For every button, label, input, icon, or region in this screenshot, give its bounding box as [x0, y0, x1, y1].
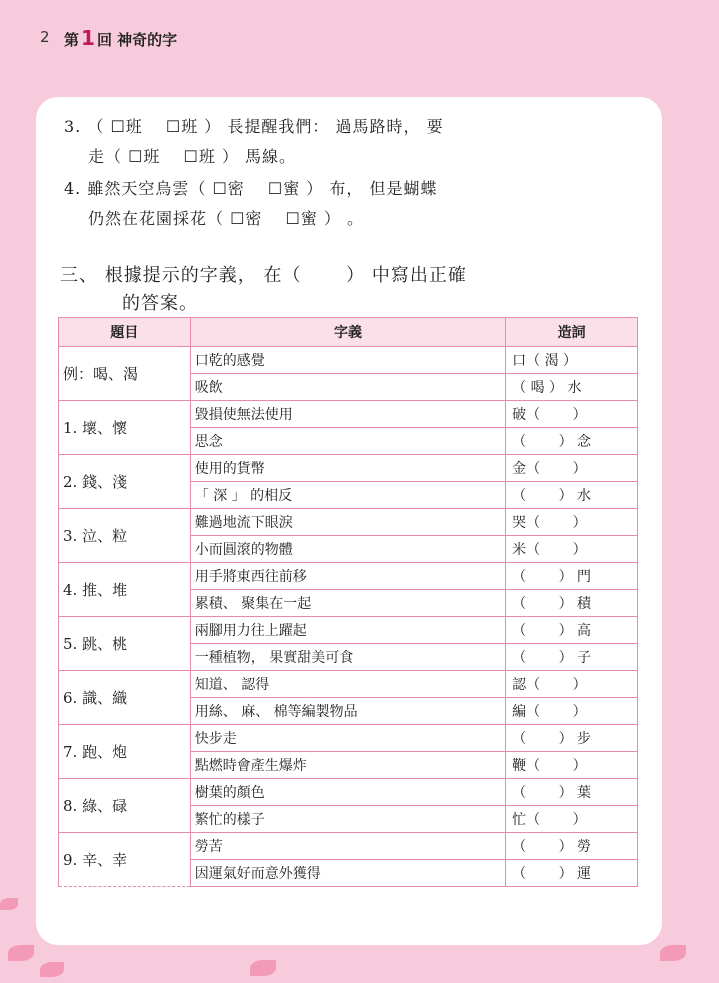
leaf-decoration [8, 945, 34, 961]
answer-cell: （ ） 念 [506, 428, 638, 455]
meaning-cell: 用絲、 麻、 棉等編製物品 [190, 698, 505, 725]
table-row [59, 617, 638, 644]
header-bar [0, 0, 719, 66]
chapter-title [64, 26, 177, 50]
chapter-suffix: 回 神奇的字 [96, 31, 178, 49]
answer-cell: （ ） 水 [506, 482, 638, 509]
table-row [59, 833, 638, 860]
answer-cell: 口（ 渴 ） [506, 347, 638, 374]
answer-cell: 金（ ） [506, 455, 638, 482]
header-word: 造詞 [506, 318, 638, 347]
answer-cell: 認（ ） [506, 671, 638, 698]
answer-cell: （ ） 高 [506, 617, 638, 644]
answer-cell: 編（ ） [506, 698, 638, 725]
leaf-decoration [0, 898, 18, 910]
question-line: 雖然天空烏雲（ ☐密 ☐蜜 ） 布， 但是蝴蝶 [87, 179, 438, 198]
section-instruction [60, 262, 467, 318]
answer-cell: （ ） 步 [506, 725, 638, 752]
table-row [59, 509, 638, 536]
table-row [59, 725, 638, 752]
topic-cell: 7. 跑、炮 [59, 725, 191, 779]
meaning-cell: 小而圓滾的物體 [190, 536, 505, 563]
meaning-cell: 知道、 認得 [190, 671, 505, 698]
vocab-table [58, 317, 638, 887]
question-line: （ ☐班 ☐班 ） 長提醒我們： 過馬路時， 要 [87, 117, 444, 136]
topic-cell: 例：喝、渴 [59, 347, 191, 401]
question-3 [64, 112, 444, 142]
question-number: 4. [64, 179, 82, 198]
topic-cell: 8. 綠、碌 [59, 779, 191, 833]
meaning-cell: 快步走 [190, 725, 505, 752]
topic-cell: 3. 泣、粒 [59, 509, 191, 563]
answer-cell: 鞭（ ） [506, 752, 638, 779]
meaning-cell: 使用的貨幣 [190, 455, 505, 482]
answer-cell: 忙（ ） [506, 806, 638, 833]
section-line-2: 的答案。 [122, 293, 198, 314]
meaning-cell: 樹葉的顏色 [190, 779, 505, 806]
page-number: 2 [40, 28, 50, 46]
chapter-number: 1 [81, 26, 95, 50]
meaning-cell: 口乾的感覺 [190, 347, 505, 374]
topic-cell: 5. 跳、桃 [59, 617, 191, 671]
meaning-cell: 兩腳用力往上躍起 [190, 617, 505, 644]
answer-cell: （ ） 葉 [506, 779, 638, 806]
header-meaning: 字義 [190, 318, 505, 347]
topic-cell: 9. 辛、幸 [59, 833, 191, 887]
meaning-cell: 勞苦 [190, 833, 505, 860]
section-line-1: 三、 根據提示的字義， 在（ ） 中寫出正確 [60, 265, 467, 286]
answer-cell: （ ） 子 [506, 644, 638, 671]
answer-cell: （ ） 運 [506, 860, 638, 887]
table-row [59, 401, 638, 428]
leaf-decoration [660, 945, 686, 961]
answer-cell: 破（ ） [506, 401, 638, 428]
table-row [59, 455, 638, 482]
meaning-cell: 點燃時會產生爆炸 [190, 752, 505, 779]
meaning-cell: 難過地流下眼淚 [190, 509, 505, 536]
answer-cell: （ ） 積 [506, 590, 638, 617]
answer-cell: （ 喝 ） 水 [506, 374, 638, 401]
table-row [59, 347, 638, 374]
meaning-cell: 用手將東西往前移 [190, 563, 505, 590]
meaning-cell: 吸飲 [190, 374, 505, 401]
meaning-cell: 因運氣好而意外獲得 [190, 860, 505, 887]
answer-cell: （ ） 勞 [506, 833, 638, 860]
chapter-prefix: 第 [64, 31, 80, 49]
leaf-decoration [40, 962, 64, 977]
answer-cell: 哭（ ） [506, 509, 638, 536]
leaf-decoration [250, 960, 276, 976]
topic-cell: 2. 錢、淺 [59, 455, 191, 509]
topic-cell: 4. 推、堆 [59, 563, 191, 617]
header-topic: 題目 [59, 318, 191, 347]
topic-cell: 6. 識、織 [59, 671, 191, 725]
table-row [59, 563, 638, 590]
table-row [59, 671, 638, 698]
question-4 [64, 174, 437, 204]
answer-cell: （ ） 門 [506, 563, 638, 590]
meaning-cell: 毀損使無法使用 [190, 401, 505, 428]
question-number: 3. [64, 117, 82, 136]
topic-cell: 1. 壞、懷 [59, 401, 191, 455]
table-body [59, 347, 638, 887]
question-3-line2: 走（ ☐班 ☐班 ） 馬線。 [88, 147, 297, 166]
answer-cell: 米（ ） [506, 536, 638, 563]
meaning-cell: 思念 [190, 428, 505, 455]
meaning-cell: 一種植物， 果實甜美可食 [190, 644, 505, 671]
meaning-cell: 「 深 」 的相反 [190, 482, 505, 509]
table-row [59, 779, 638, 806]
meaning-cell: 繁忙的樣子 [190, 806, 505, 833]
meaning-cell: 累積、 聚集在一起 [190, 590, 505, 617]
table-header-row [59, 318, 638, 347]
question-4-line2: 仍然在花園採花（ ☐密 ☐蜜 ） 。 [88, 209, 365, 228]
